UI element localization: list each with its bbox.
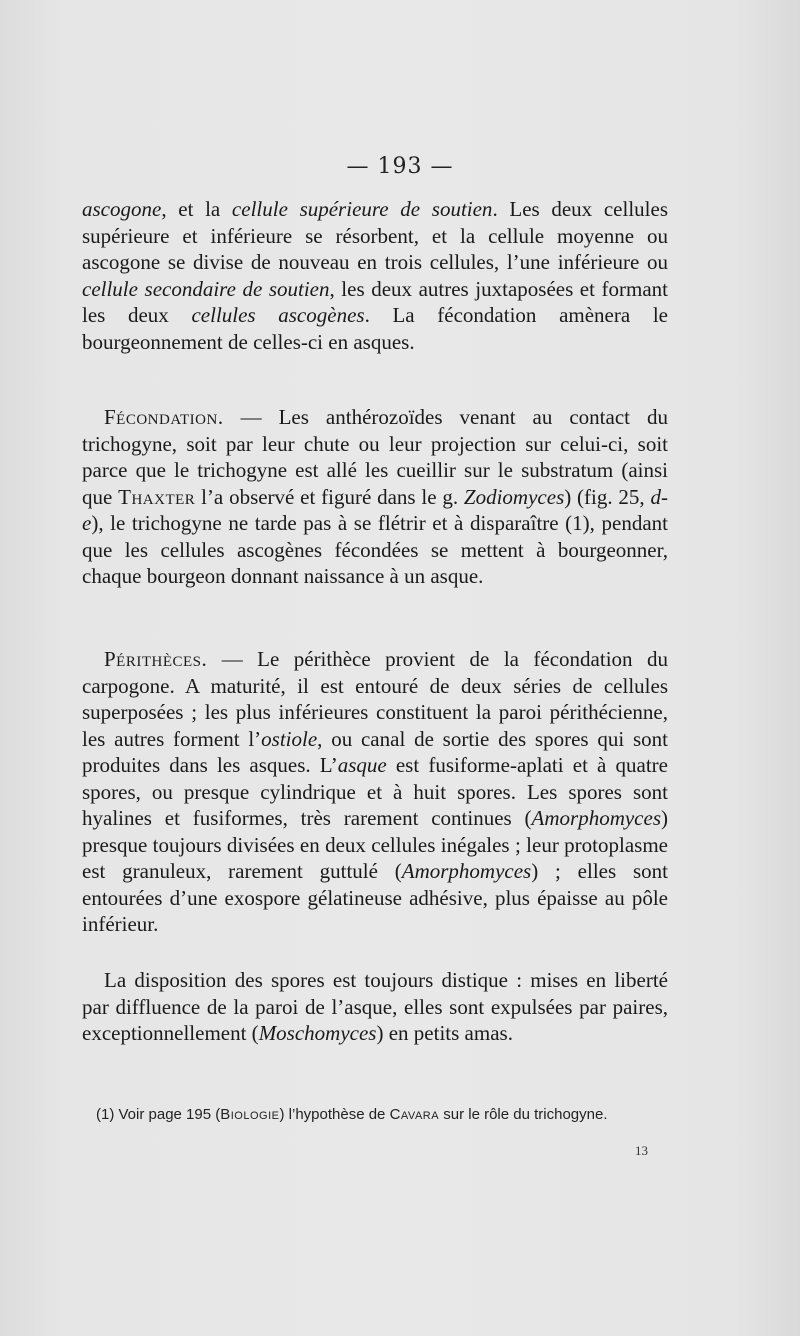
genus-amorphomyces-2: Amorphomyces	[401, 859, 532, 883]
genus-zodiomyces: Zodiomyces	[463, 484, 565, 509]
term-asque: asque	[337, 753, 387, 777]
paragraph-perithece: Périthèces. — Le périthèce provient de la fécondation du carpogone. A maturité, il est entouré de deux séries de cellules superposées ; les plus inférieures constituent la paroi périthécienne, les autres forment l’ostiole, ou canal de sortie des spores qui sont produites dans les asques. L’asque est fusiforme-aplati et à quatre spores, ou presque cylindrique et à huit spores. Les spores sont hyalines et fusiformes, très rarement continues (Amorphomyces) presque toujours divisées en deux cellules inégales ; leur protoplasme est granuleux, rarement guttulé (Amorphomyces) ; elles sont entourées d’une exospore gélatineuse adhésive, plus épaisse au pôle inférieur.	[82, 647, 668, 936]
paragraph-fecondation: Fécondation. — Les anthérozoïdes venant au contact du trichogyne, soit par leur chute ou leur projection sur celui-ci, soit parce que le trichogyne est allé les cueillir sur le substratum (ainsi que Thaxter l’a observé et figuré dans le g. Zodiomyces) (fig. 25, d-e), le trichogyne ne tarde pas à se flétrir et à disparaître (1), pendant que les cellules ascogènes fécondées se mettent à bourgeonner, chaque bourgeon donnant naissance à un asque.	[82, 405, 668, 588]
term-cellule-secondaire: cellule secondaire de soutien	[82, 276, 330, 301]
term-ascogone: ascogone	[82, 197, 162, 221]
paragraph-disposition: La disposition des spores est toujours distique : mises en liberté par diffluence de la paroi de l’asque, elles sont expulsées par paires, exceptionnellement (Moschomyces) en petits amas.	[82, 968, 668, 1045]
footnote-biologie: Biologie	[220, 1106, 280, 1123]
genus-moschomyces: Moschomyces	[258, 1021, 377, 1045]
figure-ref: d-e	[82, 484, 668, 535]
term-cellule-superieure: cellule supérieure de soutien	[231, 197, 493, 221]
footnote-author-cavara: Cavara	[389, 1106, 440, 1123]
term-cellules-ascogenes: cellules ascogènes	[191, 303, 365, 327]
footnote: (1) Voir page 195 (Biologie) l’hypothèse de Cavara sur le rôle du trichogyne.	[96, 1106, 608, 1123]
section-heading-fecondation: Fécondation.	[104, 405, 224, 429]
author-thaxter: Thaxter	[118, 484, 196, 509]
genus-amorphomyces: Amorphomyces	[531, 806, 661, 830]
signature-mark: 13	[635, 1143, 648, 1158]
section-heading-perithece: Périthèces.	[104, 647, 208, 671]
term-ostiole: ostiole	[261, 726, 318, 751]
paragraph-ascogone: ascogone, et la cellule supérieure de soutien. Les deux cellules supérieure et inférieure se résorbent, et la cellule moyenne ou ascogone se divise de nouveau en trois cellules, l’une inférieure ou cellule secondaire de soutien, les deux autres juxtaposées et formant les deux cellules ascogènes. La fécondation amènera le bourgeonnement de celles-ci en asques.	[82, 197, 669, 354]
page-number-header: — 193 —	[346, 154, 454, 179]
